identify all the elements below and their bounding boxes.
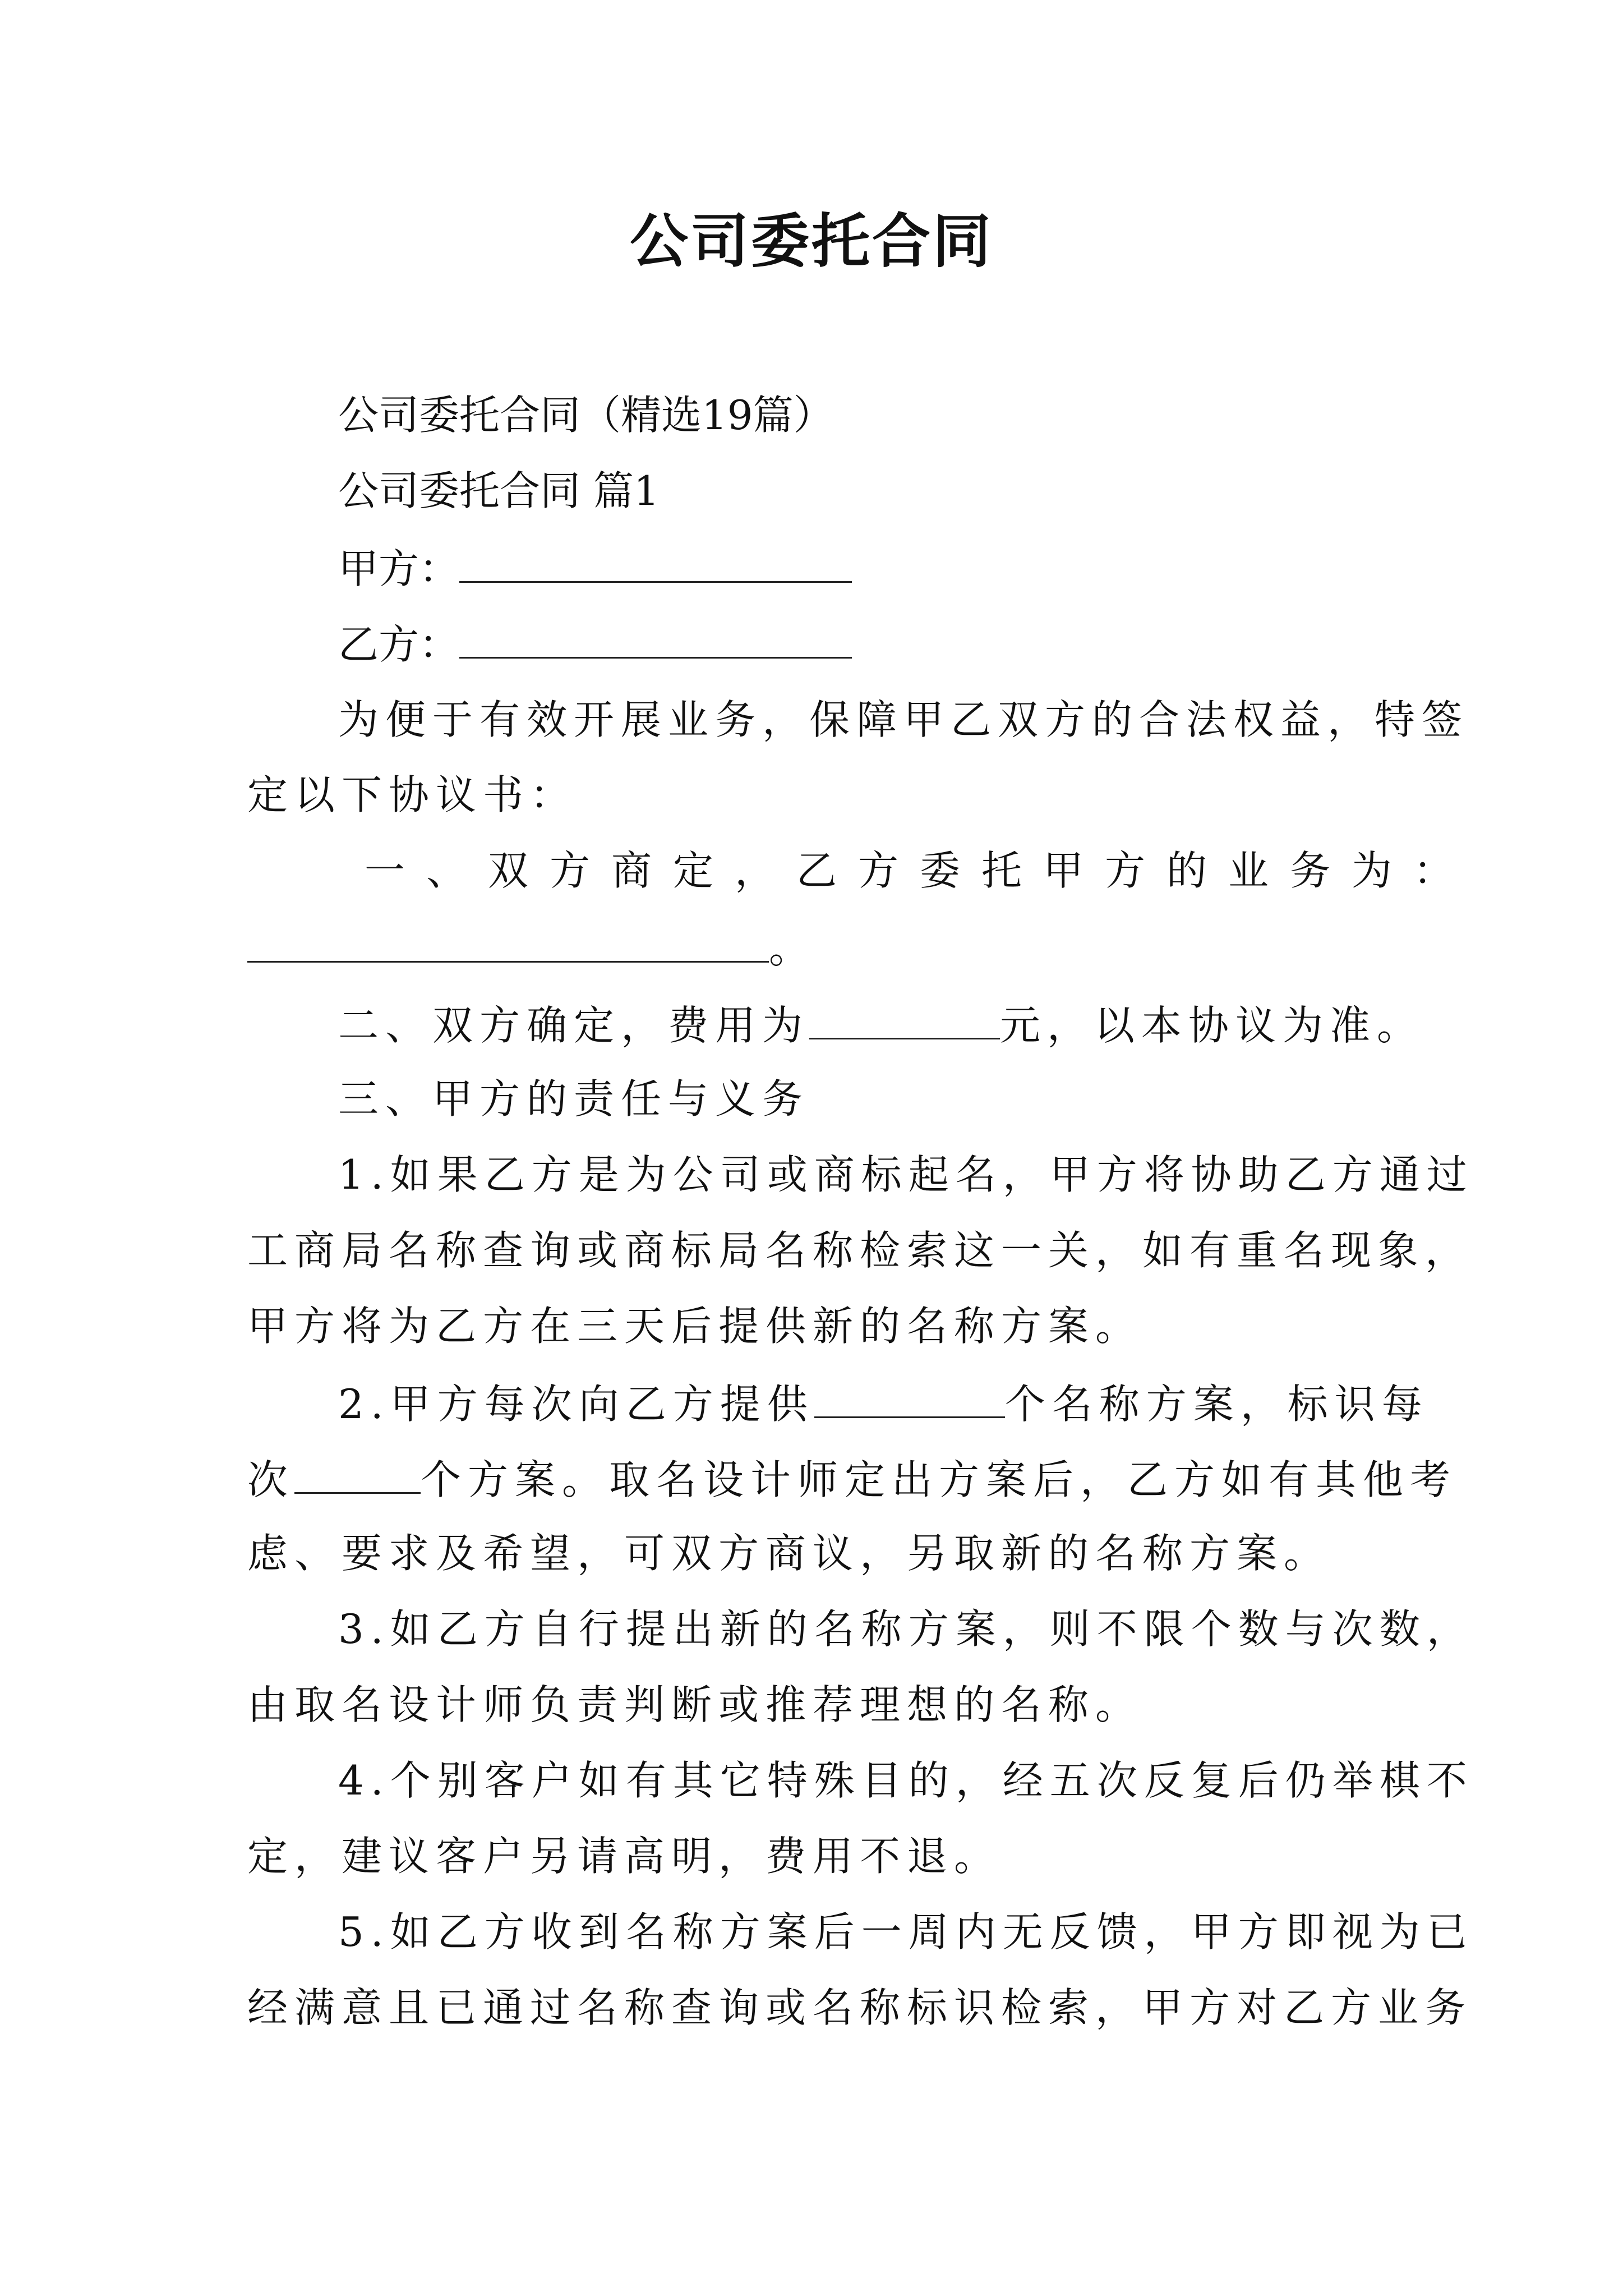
clause-2-fee-blank [809,995,1000,1039]
item-2-prefix: 2.甲方每次向乙方提供 [338,1381,814,1428]
party-b-row [338,614,852,673]
party-a-blank [459,539,852,583]
clause-1-line-1: 一、双方商定，乙方委托甲方的业务为： [365,847,1476,894]
item-3-line-1: 3.如乙方自行提出新的名称方案，则不限个数与次数， [338,1605,1474,1653]
item-1-line-3: 甲方将为乙方在三天后提供新的名称方案。 [247,1303,1143,1350]
clause-3-heading: 三、甲方的责任与义务 [338,1075,810,1122]
item-2-times-blank [294,1450,421,1494]
section-heading: 公司委托合同 篇1 [338,467,660,514]
item-2-line-2 [247,1450,1457,1508]
intro-line-1: 为便于有效开展业务，保障甲乙双方的合法权益，特签 [338,696,1469,743]
item-2-line-2-prefix: 次 [247,1456,295,1503]
party-a-row [338,539,852,597]
intro-line-2: 定以下协议书： [247,771,578,818]
party-b-label: 乙方： [338,621,460,668]
item-1-line-2: 工商局名称查询或商标局名称检索这一关，如有重名现象， [247,1227,1473,1274]
item-5-line-2: 经满意且已通过名称查询或名称标识检索，甲方对乙方业务 [247,1984,1473,2031]
item-2-line-2-suffix: 个方案。取名设计师定出方案后，乙方如有其他考 [421,1456,1458,1503]
item-4-line-1: 4.个别客户如有其它特殊目的，经五次反复后仍举棋不 [338,1757,1474,1804]
clause-1-end: 。 [769,925,810,972]
item-1-line-1: 1.如果乙方是为公司或商标起名，甲方将协助乙方通过 [338,1151,1474,1198]
clause-2-suffix: 元，以本协议为准。 [1000,1002,1424,1049]
party-b-blank [459,614,852,659]
item-2-suffix: 个名称方案，标识每 [1004,1381,1429,1428]
item-4-line-2: 定，建议客户另请高明，费用不退。 [247,1833,1002,1880]
item-3-line-2: 由取名设计师负责判断或推荐理想的名称。 [247,1681,1143,1728]
clause-2-prefix: 二、双方确定，费用为 [338,1002,810,1049]
item-2-line-1 [338,1374,1429,1432]
party-a-label: 甲方： [338,545,460,592]
clause-2-row [338,995,1424,1053]
document-subtitle: 公司委托合同（精选19篇） [338,392,834,439]
clause-1-line-2 [247,918,809,977]
clause-1-blank [247,918,769,963]
item-2-line-3: 虑、要求及希望，可双方商议，另取新的名称方案。 [247,1530,1331,1577]
document-title: 公司委托合同 [629,206,993,275]
item-5-line-1: 5.如乙方收到名称方案后一周内无反馈，甲方即视为已 [338,1908,1474,1955]
item-2-count-blank [814,1374,1005,1418]
